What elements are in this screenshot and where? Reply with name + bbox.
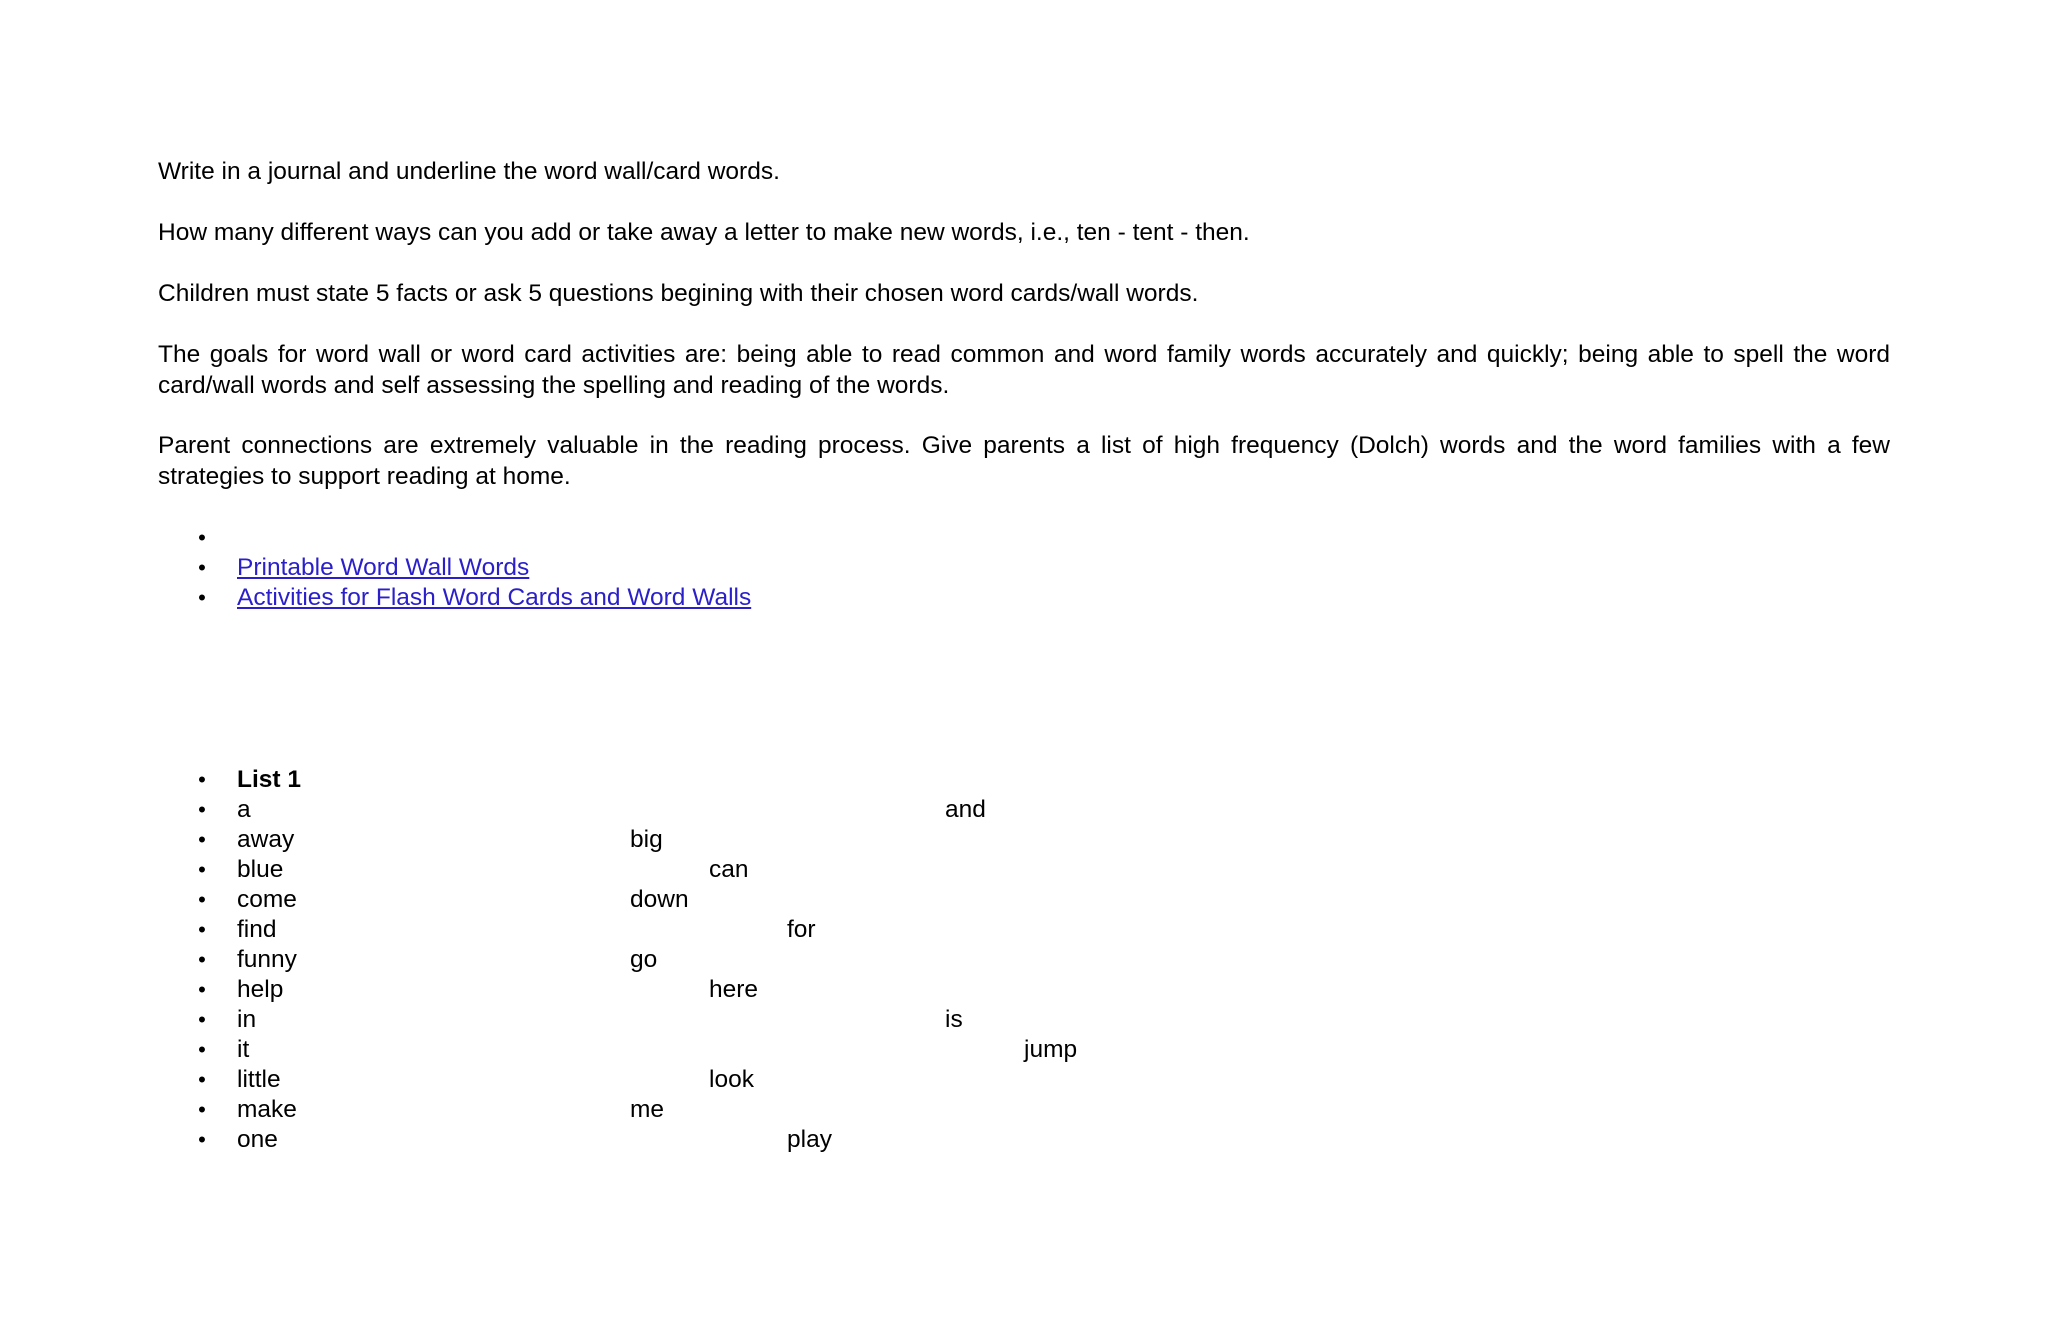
word: help [237, 976, 284, 1003]
bullet-icon: • [198, 1127, 206, 1152]
bullet-icon: • [198, 585, 206, 610]
list-item [0, 1005, 2048, 1035]
word-secondary: go [630, 946, 658, 973]
list-item [0, 885, 2048, 915]
list-item-activities [0, 583, 2048, 613]
word: away [237, 826, 295, 853]
word-secondary: is [945, 1006, 963, 1033]
list-item [0, 915, 2048, 945]
word: blue [237, 856, 284, 883]
bullet-icon: • [198, 977, 206, 1002]
bullet-icon: • [198, 1067, 206, 1092]
word-secondary: down [630, 886, 689, 913]
word: funny [237, 946, 297, 973]
bullet-icon: • [198, 827, 206, 852]
word: it [237, 1036, 250, 1063]
bullet-icon: • [198, 767, 206, 792]
word: find [237, 916, 277, 943]
paragraph-parent-connections: Parent connections are extremely valuable in the reading process. Give parents a list of high frequency (Dolch) words and the word families with a few strategies to support reading at home. [158, 432, 1890, 490]
paragraph-goals: The goals for word wall or word card activities are: being able to read common and word family words accurately and quickly; being able to spell the word card/wall words and self assessing the spelling and reading of the words. [158, 341, 1890, 399]
bullet-icon: • [198, 887, 206, 912]
bullet-icon: • [198, 947, 206, 972]
list-item [0, 795, 2048, 825]
list-heading: List 1 [237, 766, 301, 793]
word-secondary: big [630, 826, 663, 853]
word-secondary: play [787, 1126, 832, 1153]
list-item [0, 1095, 2048, 1125]
word-secondary: and [945, 796, 986, 823]
activities-flash-cards-link[interactable]: Activities for Flash Word Cards and Word Walls [237, 584, 752, 611]
word-secondary: look [709, 1066, 754, 1093]
word-secondary: me [630, 1096, 665, 1123]
printable-word-wall-link[interactable]: Printable Word Wall Words [237, 554, 530, 581]
bullet-icon: • [198, 525, 206, 550]
bullet-icon: • [198, 857, 206, 882]
word-secondary: here [709, 976, 759, 1003]
word-secondary: for [787, 916, 816, 943]
list-item [0, 825, 2048, 855]
list-item-printable [0, 553, 2048, 583]
bullet-icon: • [198, 1097, 206, 1122]
list-item [0, 855, 2048, 885]
paragraph-add-letter: How many different ways can you add or take away a letter to make new words, i.e., ten - tent - then. [158, 219, 1250, 246]
word: come [237, 886, 297, 913]
word-secondary: jump [1024, 1036, 1078, 1063]
bullet-icon: • [198, 1007, 206, 1032]
word: little [237, 1066, 281, 1093]
list-item [0, 1035, 2048, 1065]
list-item [0, 1065, 2048, 1095]
word: make [237, 1096, 297, 1123]
list-item [0, 945, 2048, 975]
list-item-empty [0, 523, 2048, 553]
paragraph-journal: Write in a journal and underline the word wall/card words. [158, 158, 780, 185]
list-item [0, 1125, 2048, 1155]
bullet-icon: • [198, 555, 206, 580]
word-secondary: can [709, 856, 749, 883]
word: one [237, 1126, 278, 1153]
paragraph-facts-questions: Children must state 5 facts or ask 5 questions begining with their chosen word cards/wall words. [158, 280, 1199, 307]
word: a [237, 796, 251, 823]
word: in [237, 1006, 257, 1033]
bullet-icon: • [198, 797, 206, 822]
bullet-icon: • [198, 1037, 206, 1062]
bullet-icon: • [198, 917, 206, 942]
list-item [0, 975, 2048, 1005]
list-heading-row [0, 765, 2048, 795]
